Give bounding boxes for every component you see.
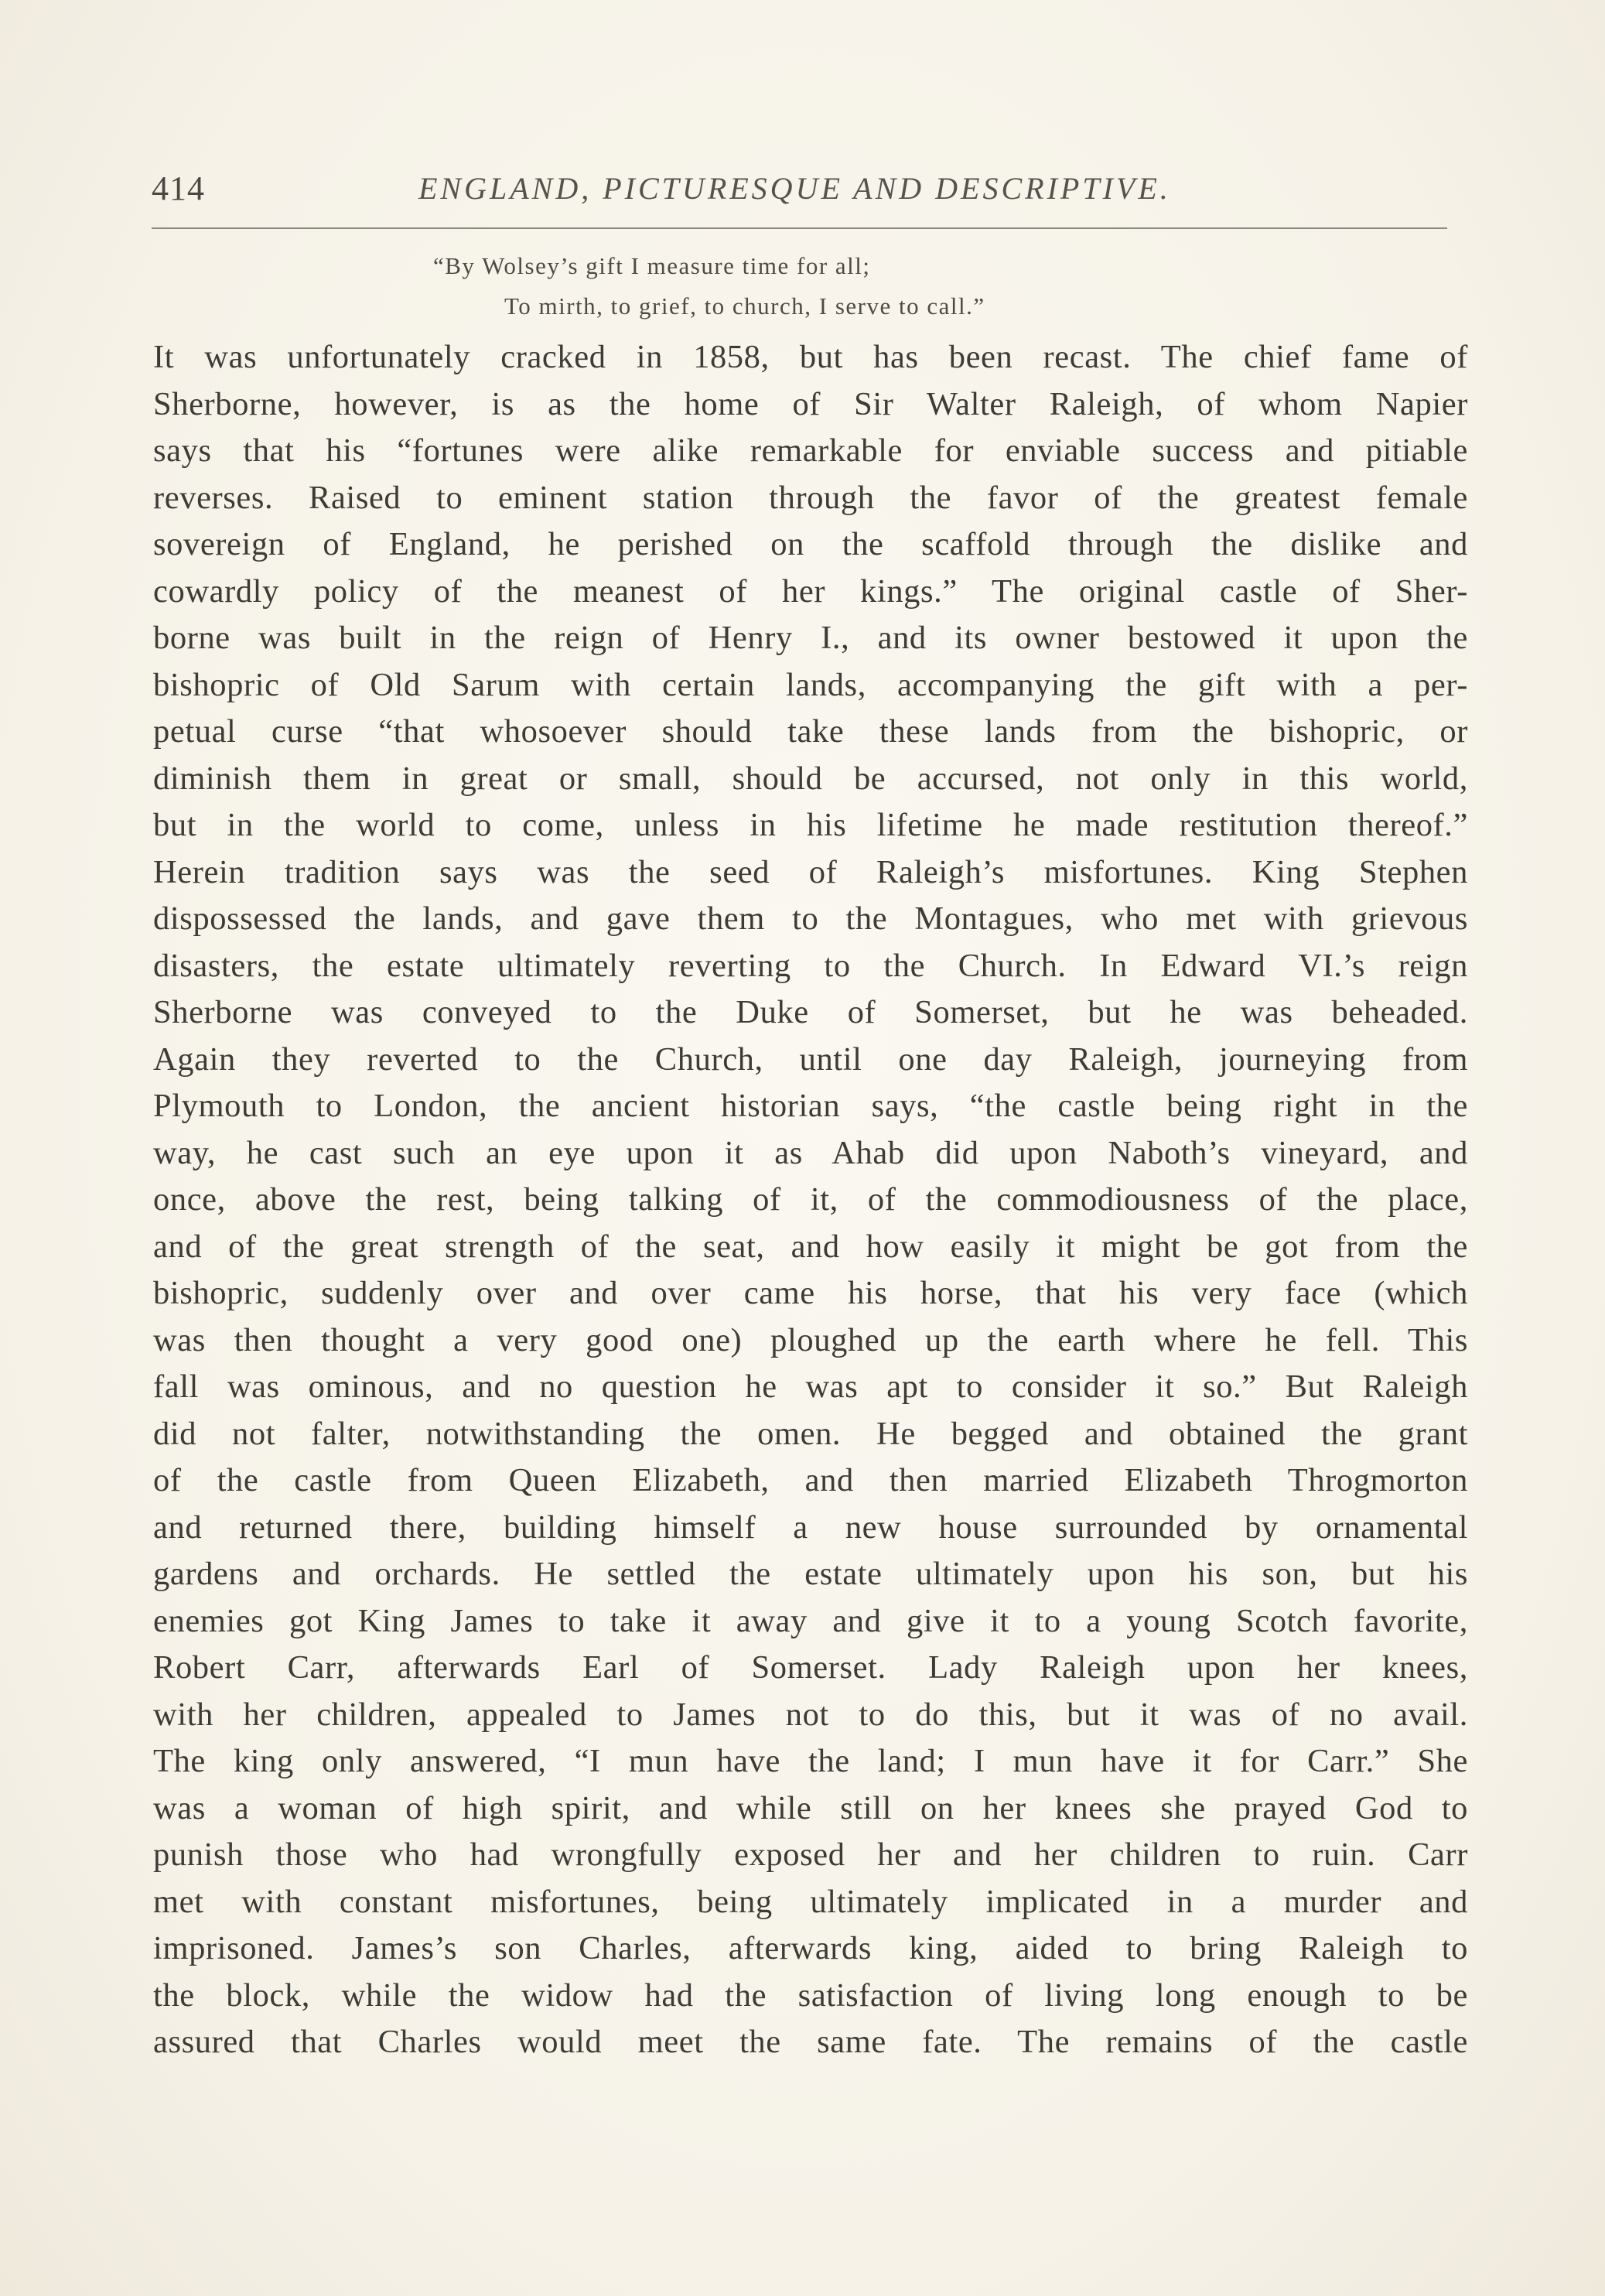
text-line: dispossessed the lands, and gave them to the Montagues, who met with grievous [153,900,1468,937]
text-line: and of the great strength of the seat, and how easily it might be got from the [153,1228,1468,1265]
text-line: reverses. Raised to eminent station through the favor of the greatest female [153,479,1468,516]
text-line: way, he cast such an eye upon it as Ahab did upon Naboth’s vineyard, and [153,1134,1468,1171]
text-line: met with constant misfortunes, being ultimately implicated in a murder and [153,1883,1468,1920]
text-line: imprisoned. James’s son Charles, afterwards king, aided to bring Raleigh to [153,1930,1468,1966]
running-head [152,162,1451,217]
epigraph-line: To mirth, to grief, to church, I serve to call.” [504,292,985,319]
epigraph [433,246,1207,326]
text-line: fall was ominous, and no question he was apt to consider it so.” But Raleigh [153,1368,1468,1405]
text-line: says that his “fortunes were alike remarkable for enviable success and pitiable [153,432,1468,469]
text-line: Sherborne was conveyed to the Duke of Somerset, but he was beheaded. [153,994,1468,1030]
text-line: cowardly policy of the meanest of her kings.” The original castle of Sher- [153,572,1468,610]
text-line: gardens and orchards. He settled the estate ultimately upon his son, but his [153,1556,1468,1592]
text-line: Herein tradition says was the seed of Raleigh’s misfortunes. King Stephen [153,853,1468,890]
text-line: enemies got King James to take it away and give it to a young Scotch favorite, [153,1602,1468,1639]
text-line: sovereign of England, he perished on the scaffold through the dislike and [153,526,1468,562]
text-line: Again they reverted to the Church, until one day Raleigh, journeying from [153,1040,1468,1078]
text-line: assured that Charles would meet the same fate. The remains of the castle [153,2024,1468,2060]
text-line: and returned there, building himself a new house surrounded by ornamental [153,1508,1468,1546]
text-line: of the castle from Queen Elizabeth, and then married Elizabeth Throgmorton [153,1462,1468,1498]
text-line: the block, while the widow had the satisfaction of living long enough to be [153,1977,1468,2014]
running-title: ENGLAND, PICTURESQUE AND DESCRIPTIVE. [418,171,1171,206]
text-line: was then thought a very good one) ploughed up the earth where he fell. This [153,1321,1468,1358]
text-line: once, above the rest, being talking of it, of the commodiousness of the place, [153,1181,1468,1218]
text-line: bishopric, suddenly over and over came his horse, that his very face (which [153,1275,1468,1311]
epigraph-line: “By Wolsey’s gift I measure time for all; [433,252,871,279]
text-line: diminish them in great or small, should be accursed, not only in this world, [153,760,1468,797]
text-line: It was unfortunately cracked in 1858, but has been recast. The chief fame of [153,339,1468,375]
text-line: with her children, appealed to James not to do this, but it was of no avail. [153,1696,1468,1733]
body-text [153,334,1468,2066]
text-line: Sherborne, however, is as the home of Sir Walter Raleigh, of whom Napier [153,385,1468,422]
text-line: Robert Carr, afterwards Earl of Somerset. Lady Raleigh upon her knees, [153,1649,1468,1686]
text-line: punish those who had wrongfully exposed her and her children to ruin. Carr [153,1836,1468,1873]
header-rule [152,227,1447,229]
text-line: but in the world to come, unless in his lifetime he made restitution thereof.” [153,807,1468,843]
page-number: 414 [152,169,205,207]
text-line: bishopric of Old Sarum with certain lands, accompanying the gift with a per- [153,666,1468,703]
text-line: petual curse “that whosoever should take these lands from the bishopric, or [153,713,1468,750]
text-line: Plymouth to London, the ancient historian says, “the castle being right in the [153,1088,1468,1124]
text-line: disasters, the estate ultimately reverting to the Church. In Edward VI.’s reign [153,947,1468,984]
text-line: was a woman of high spirit, and while still on her knees she prayed God to [153,1789,1468,1826]
text-line: borne was built in the reign of Henry I., and its owner bestowed it upon the [153,620,1468,656]
text-line: The king only answered, “I mun have the land; I mun have it for Carr.” She [153,1743,1468,1779]
text-line: did not falter, notwithstanding the omen. He begged and obtained the grant [153,1415,1468,1452]
